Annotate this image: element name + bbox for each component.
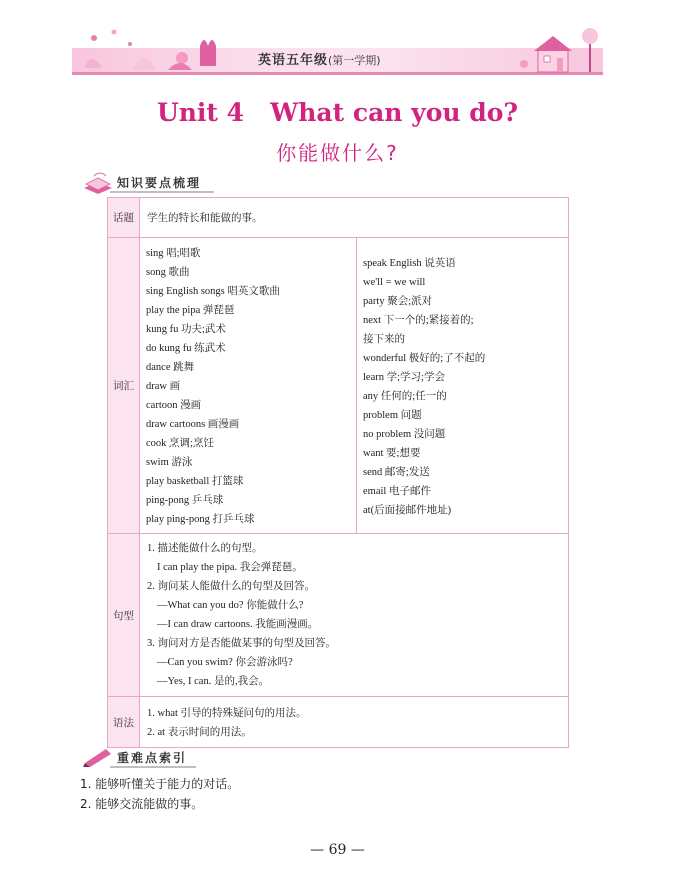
vocab-item: send 邮寄;发送: [363, 467, 430, 478]
table-row-grammar: [108, 697, 569, 748]
vocab-item: do kung fu 练武术: [146, 343, 226, 354]
vocab-item: draw cartoons 画漫画: [146, 419, 240, 430]
vocab-right-column: [357, 238, 569, 534]
book-title-text: 英语五年级: [258, 53, 329, 68]
key-points-list: [80, 774, 239, 814]
vocab-item: wonderful 极好的;了不起的: [363, 353, 486, 364]
vocab-item: we'll = we will: [363, 277, 426, 288]
vocab-item: cook 烹调;烹饪: [146, 438, 214, 449]
vocab-item: any 任何的;任一的: [363, 391, 447, 402]
page-header: [72, 24, 603, 76]
vocab-item: ping-pong 乒乓球: [146, 495, 224, 506]
section-knowledge-rule: [110, 191, 214, 193]
grammar-cell: [140, 697, 569, 748]
section-key-points-label: 重难点索引: [117, 751, 188, 765]
table-row-topic: [108, 198, 569, 238]
vocab-item: speak English 说英语: [363, 258, 456, 269]
sentence-line: —What can you do? 你能做什么?: [157, 600, 304, 611]
vocab-item: cartoon 漫画: [146, 400, 202, 411]
vocab-item: play ping-pong 打乒乓球: [146, 514, 255, 525]
vocab-label: 词汇: [108, 238, 140, 534]
topic-text: 学生的特长和能做的事。: [140, 198, 569, 238]
sentence-line: 1. 描述能做什么的句型。: [147, 543, 263, 554]
table-row-vocab: [108, 238, 569, 534]
vocab-item: swim 游泳: [146, 457, 193, 468]
sentence-line: —Yes, I can. 是的,我会。: [157, 676, 270, 687]
section-key-points-rule: [110, 766, 196, 768]
vocab-item: at(后面接邮件地址): [363, 505, 452, 516]
vocab-item: song 歌曲: [146, 267, 190, 278]
flower-rabbit-decoration-icon: [72, 24, 232, 74]
vocab-item: sing English songs 唱英文歌曲: [146, 286, 280, 297]
unit-title: Unit 4 What can you do?: [156, 98, 519, 127]
vocab-item: want 要;想要: [363, 448, 421, 459]
vocab-item: draw 画: [146, 381, 181, 392]
book-term: (第一学期): [328, 54, 381, 67]
key-point-item: 1. 能够听懂关于能力的对话。: [80, 777, 240, 791]
vocab-item: 接下来的: [363, 334, 405, 345]
vocab-item: play basketball 打篮球: [146, 476, 244, 487]
sentence-line: I can play the pipa. 我会弹琵琶。: [157, 562, 303, 573]
vocab-left-column: [140, 238, 357, 534]
sentences-label: 句型: [108, 534, 140, 697]
knowledge-table: [107, 197, 569, 748]
vocab-item: problem 问题: [363, 410, 422, 421]
sentence-line: 3. 询问对方是否能做某事的句型及回答。: [147, 638, 336, 649]
grammar-label: 语法: [108, 697, 140, 748]
sentence-line: 2. 询问某人能做什么的句型及回答。: [147, 581, 315, 592]
book-title: [258, 49, 381, 68]
vocab-item: kung fu 功夫;武术: [146, 324, 226, 335]
vocab-item: no problem 没问题: [363, 429, 446, 440]
pencil-icon: [82, 745, 114, 767]
vocab-item: sing 唱;唱歌: [146, 248, 201, 259]
vocab-item: next 下一个的;紧接着的;: [363, 315, 474, 326]
vocab-item: learn 学;学习;学会: [363, 372, 445, 383]
grammar-line: 1. what 引导的特殊疑问句的用法。: [147, 708, 307, 719]
key-point-item: 2. 能够交流能做的事。: [80, 797, 204, 811]
grammar-line: 2. at 表示时间的用法。: [147, 727, 252, 738]
vocab-item: email 电子邮件: [363, 486, 431, 497]
sentence-line: —I can draw cartoons. 我能画漫画。: [157, 619, 319, 630]
table-row-sentences: [108, 534, 569, 697]
house-tree-decoration-icon: [512, 24, 603, 74]
vocab-item: party 聚会;派对: [363, 296, 433, 307]
topic-label: 话题: [108, 198, 140, 238]
section-knowledge-label: 知识要点梳理: [117, 176, 202, 190]
unit-subtitle: 你能做什么?: [276, 141, 399, 165]
page-number: — 69 —: [310, 842, 365, 858]
vocab-item: dance 跳舞: [146, 362, 195, 373]
sentences-cell: [140, 534, 569, 697]
vocab-item: play the pipa 弹琵琶: [146, 305, 235, 316]
sentence-line: —Can you swim? 你会游泳吗?: [157, 657, 293, 668]
